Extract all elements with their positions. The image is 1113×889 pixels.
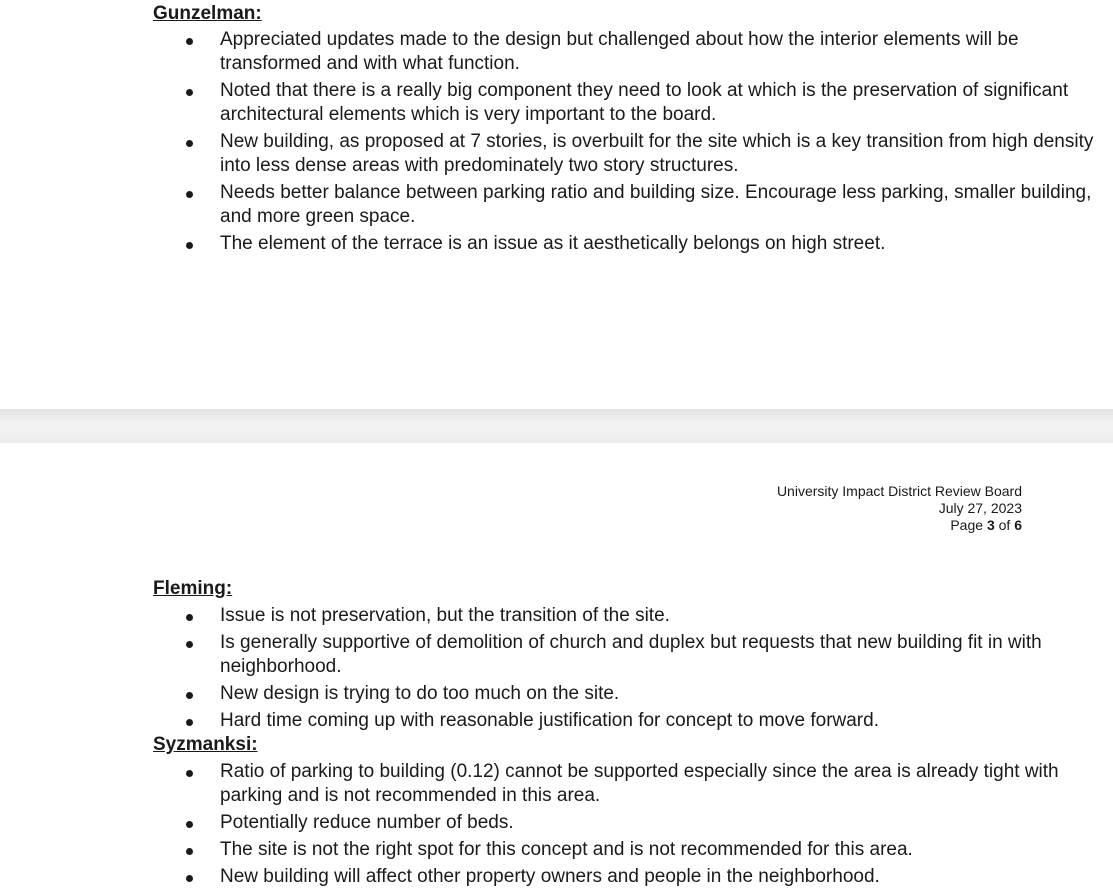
bullet-icon <box>186 770 193 777</box>
bullet-icon <box>186 89 193 96</box>
bullet-icon <box>186 848 193 855</box>
syzmanksi-heading: Syzmanksi: <box>153 734 258 755</box>
page-2 <box>0 0 1113 409</box>
list-item: New building, as proposed at 7 stories, is overbuilt for the site which is a key transition from high density into less dense areas with predominately two story structures. <box>153 130 1103 178</box>
bullet-icon <box>186 242 193 249</box>
list-item: Appreciated updates made to the design but challenged about how the interior elements will be transformed and with what function. <box>153 28 1103 76</box>
list-item: Hard time coming up with reasonable justification for concept to move forward. <box>153 709 1103 733</box>
list-item: New building will affect other property owners and people in the neighborhood. <box>153 865 1103 889</box>
bullet-icon <box>186 191 193 198</box>
header-page-number: Page 3 of 6 <box>950 517 1022 533</box>
total-pages: 6 <box>1014 517 1022 533</box>
bullet-icon <box>186 641 193 648</box>
page-3 <box>0 443 1113 889</box>
header-date: July 27, 2023 <box>938 500 1022 516</box>
page-header <box>777 483 1022 534</box>
bullet-icon <box>186 38 193 45</box>
list-item: The site is not the right spot for this concept and is not recommended for this area. <box>153 838 1103 862</box>
current-page: 3 <box>986 517 995 533</box>
bullet-icon <box>186 821 193 828</box>
bullet-icon <box>186 692 193 699</box>
list-item: Issue is not preservation, but the transition of the site. <box>153 604 1103 628</box>
list-item: Needs better balance between parking ratio and building size. Encourage less parking, smaller building, and more green space. <box>153 181 1103 229</box>
list-item: Potentially reduce number of beds. <box>153 811 1103 835</box>
syzmanksi-list <box>153 760 1103 889</box>
list-item: Ratio of parking to building (0.12) cannot be supported especially since the area is already tight with parking and is not recommended in this area. <box>153 760 1103 808</box>
bullet-icon <box>186 614 193 621</box>
list-item: Noted that there is a really big component they need to look at which is the preservation of significant architectural elements which is very important to the board. <box>153 79 1103 127</box>
gunzelman-heading: Gunzelman: <box>153 3 262 24</box>
list-item: New design is trying to do too much on the site. <box>153 682 1103 706</box>
bullet-icon <box>186 719 193 726</box>
fleming-heading: Fleming: <box>153 578 233 599</box>
list-item: The element of the terrace is an issue as it aesthetically belongs on high street. <box>153 232 1103 256</box>
header-org: University Impact District Review Board <box>776 483 1022 499</box>
gunzelman-list <box>153 28 1103 259</box>
page-separator <box>0 409 1113 443</box>
bullet-icon <box>186 875 193 882</box>
fleming-list <box>153 604 1103 736</box>
list-item: Is generally supportive of demolition of church and duplex but requests that new building fit in with neighborhood. <box>153 631 1103 679</box>
bullet-icon <box>186 140 193 147</box>
